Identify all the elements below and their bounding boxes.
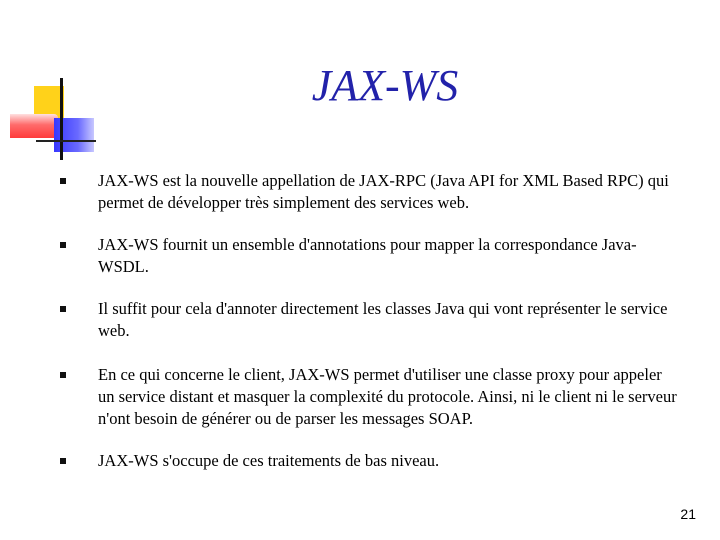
- page-number: 21: [680, 506, 696, 522]
- slide-title: JAX-WS: [311, 61, 459, 110]
- bullet-item: [60, 364, 680, 430]
- logo-red-square: [10, 114, 58, 138]
- squares-logo-icon: [8, 78, 98, 160]
- logo-horizontal-line: [36, 140, 96, 142]
- bullet-item: [60, 234, 680, 278]
- square-bullet-icon: [60, 458, 66, 464]
- bullet-item: [60, 170, 680, 214]
- logo-vertical-line: [60, 78, 63, 160]
- bullet-item: [60, 450, 680, 472]
- square-bullet-icon: [60, 306, 66, 312]
- bullet-text: JAX-WS est la nouvelle appellation de JAX-RPC (Java API for XML Based RPC) qui permet de développer très simplement des services web.: [98, 171, 669, 212]
- bullet-text: JAX-WS fournit un ensemble d'annotations pour mapper la correspondance Java-WSDL.: [98, 235, 637, 276]
- square-bullet-icon: [60, 178, 66, 184]
- bullet-item: [60, 298, 680, 342]
- bullet-text: Il suffit pour cela d'annoter directement les classes Java qui vont représenter le service web.: [98, 299, 668, 340]
- bullet-text: En ce qui concerne le client, JAX-WS permet d'utiliser une classe proxy pour appeler un service distant et masquer la complexité du protocole. Ainsi, ni le client ni le serveur n'ont besoin de générer ou de parser les messages SOAP.: [98, 365, 677, 428]
- square-bullet-icon: [60, 242, 66, 248]
- bullet-text: JAX-WS s'occupe de ces traitements de bas niveau.: [98, 451, 440, 470]
- square-bullet-icon: [60, 372, 66, 378]
